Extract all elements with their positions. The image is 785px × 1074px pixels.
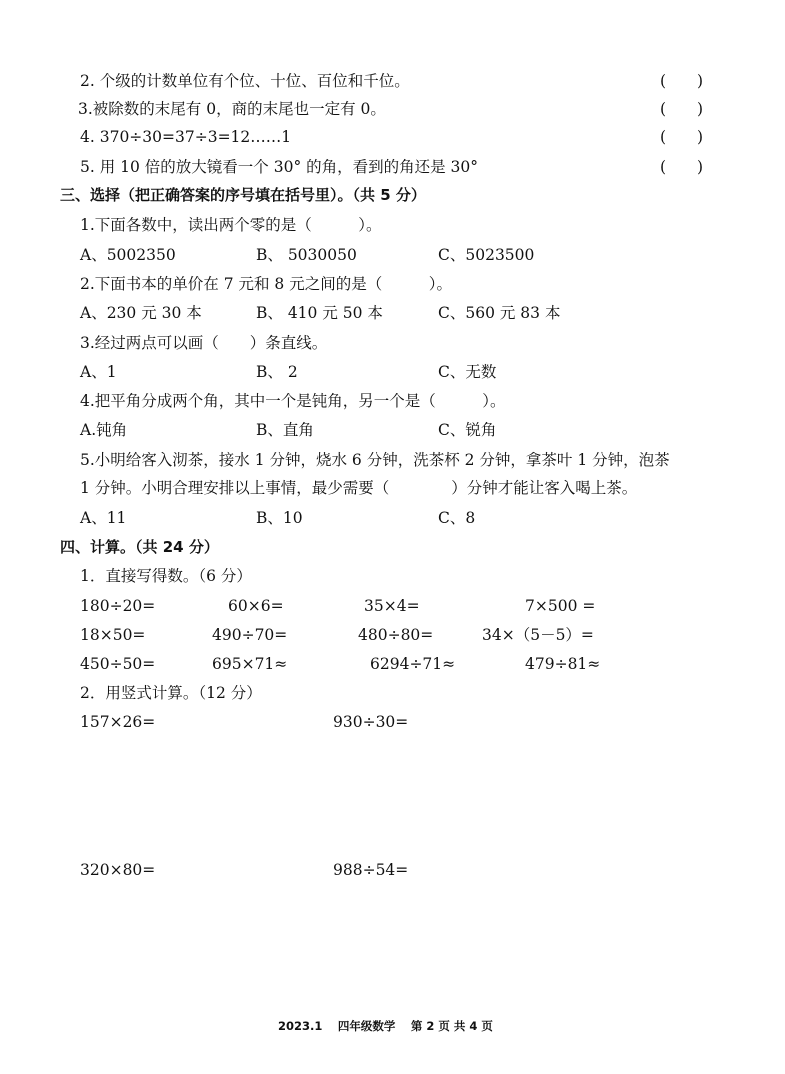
calc-item: 490÷70= xyxy=(212,626,288,644)
option-c: C、560 元 83 本 xyxy=(438,304,561,322)
option-a: A、11 xyxy=(80,509,127,527)
calc-item: 18×50= xyxy=(80,626,146,644)
option-b: B、10 xyxy=(256,509,303,527)
calc-item: 60×6= xyxy=(228,597,284,615)
calc-item: 480÷80= xyxy=(358,626,434,644)
answer-bracket[interactable]: ( ) xyxy=(660,72,704,90)
answer-bracket[interactable]: ( ) xyxy=(660,158,704,176)
calc-item: 450÷50= xyxy=(80,655,156,673)
option-c: C、锐角 xyxy=(438,421,497,439)
option-b: B、 5030050 xyxy=(256,246,357,264)
calc-item: 7×500 = xyxy=(525,597,596,615)
answer-bracket[interactable]: ( ) xyxy=(660,100,704,118)
judgement-item-4: 4. 370÷30=37÷3=12……1 xyxy=(80,128,292,146)
question-stem: 5.小明给客入沏茶，接水 1 分钟，烧水 6 分钟，洗茶杯 2 分钟，拿茶叶 1 分钟，泡茶 xyxy=(80,451,670,469)
option-c: C、5023500 xyxy=(438,246,535,264)
question-stem: 3.经过两点可以画（ ）条直线。 xyxy=(80,334,328,352)
calc-item: 180÷20= xyxy=(80,597,156,615)
calc-item: 6294÷71≈ xyxy=(370,655,456,673)
question-stem: 1 分钟。小明合理安排以上事情，最少需要（ ）分钟才能让客入喝上茶。 xyxy=(80,479,638,497)
part-title: 2．用竖式计算。（12 分） xyxy=(80,684,262,702)
part-title: 1．直接写得数。（6 分） xyxy=(80,567,252,585)
judgement-item-3: 3.被除数的末尾有 0，商的末尾也一定有 0。 xyxy=(78,100,386,118)
question-stem: 4.把平角分成两个角，其中一个是钝角，另一个是（ ）。 xyxy=(80,392,506,410)
vertical-calc-item: 988÷54= xyxy=(333,861,409,879)
question-stem: 1.下面各数中，读出两个零的是（ ）。 xyxy=(80,216,382,234)
calc-item: 34×（5－5）= xyxy=(482,626,594,644)
judgement-item-5: 5. 用 10 倍的放大镜看一个 30° 的角，看到的角还是 30° xyxy=(80,158,479,176)
answer-bracket[interactable]: ( ) xyxy=(660,128,704,146)
calc-item: 35×4= xyxy=(364,597,420,615)
calc-item: 695×71≈ xyxy=(212,655,288,673)
page-footer: 2023.1 四年级数学 第 2 页 共 4 页 xyxy=(278,1019,493,1033)
option-a: A、1 xyxy=(80,363,117,381)
vertical-calc-item: 320×80= xyxy=(80,861,156,879)
vertical-calc-item: 157×26= xyxy=(80,713,156,731)
question-stem: 2.下面书本的单价在 7 元和 8 元之间的是（ ）。 xyxy=(80,275,452,293)
option-b: B、直角 xyxy=(256,421,314,439)
option-c: C、8 xyxy=(438,509,476,527)
section-heading-choice: 三、选择（把正确答案的序号填在括号里）。（共 5 分） xyxy=(60,186,426,204)
section-heading-calculation: 四、计算。（共 24 分） xyxy=(60,538,219,556)
option-b: B、 410 元 50 本 xyxy=(256,304,383,322)
calc-item: 479÷81≈ xyxy=(525,655,601,673)
option-b: B、 2 xyxy=(256,363,298,381)
vertical-calc-item: 930÷30= xyxy=(333,713,409,731)
option-c: C、无数 xyxy=(438,363,497,381)
option-a: A.钝角 xyxy=(80,421,128,439)
judgement-item-2: 2. 个级的计数单位有个位、十位、百位和千位。 xyxy=(80,72,410,90)
option-a: A、230 元 30 本 xyxy=(80,304,202,322)
option-a: A、5002350 xyxy=(80,246,176,264)
